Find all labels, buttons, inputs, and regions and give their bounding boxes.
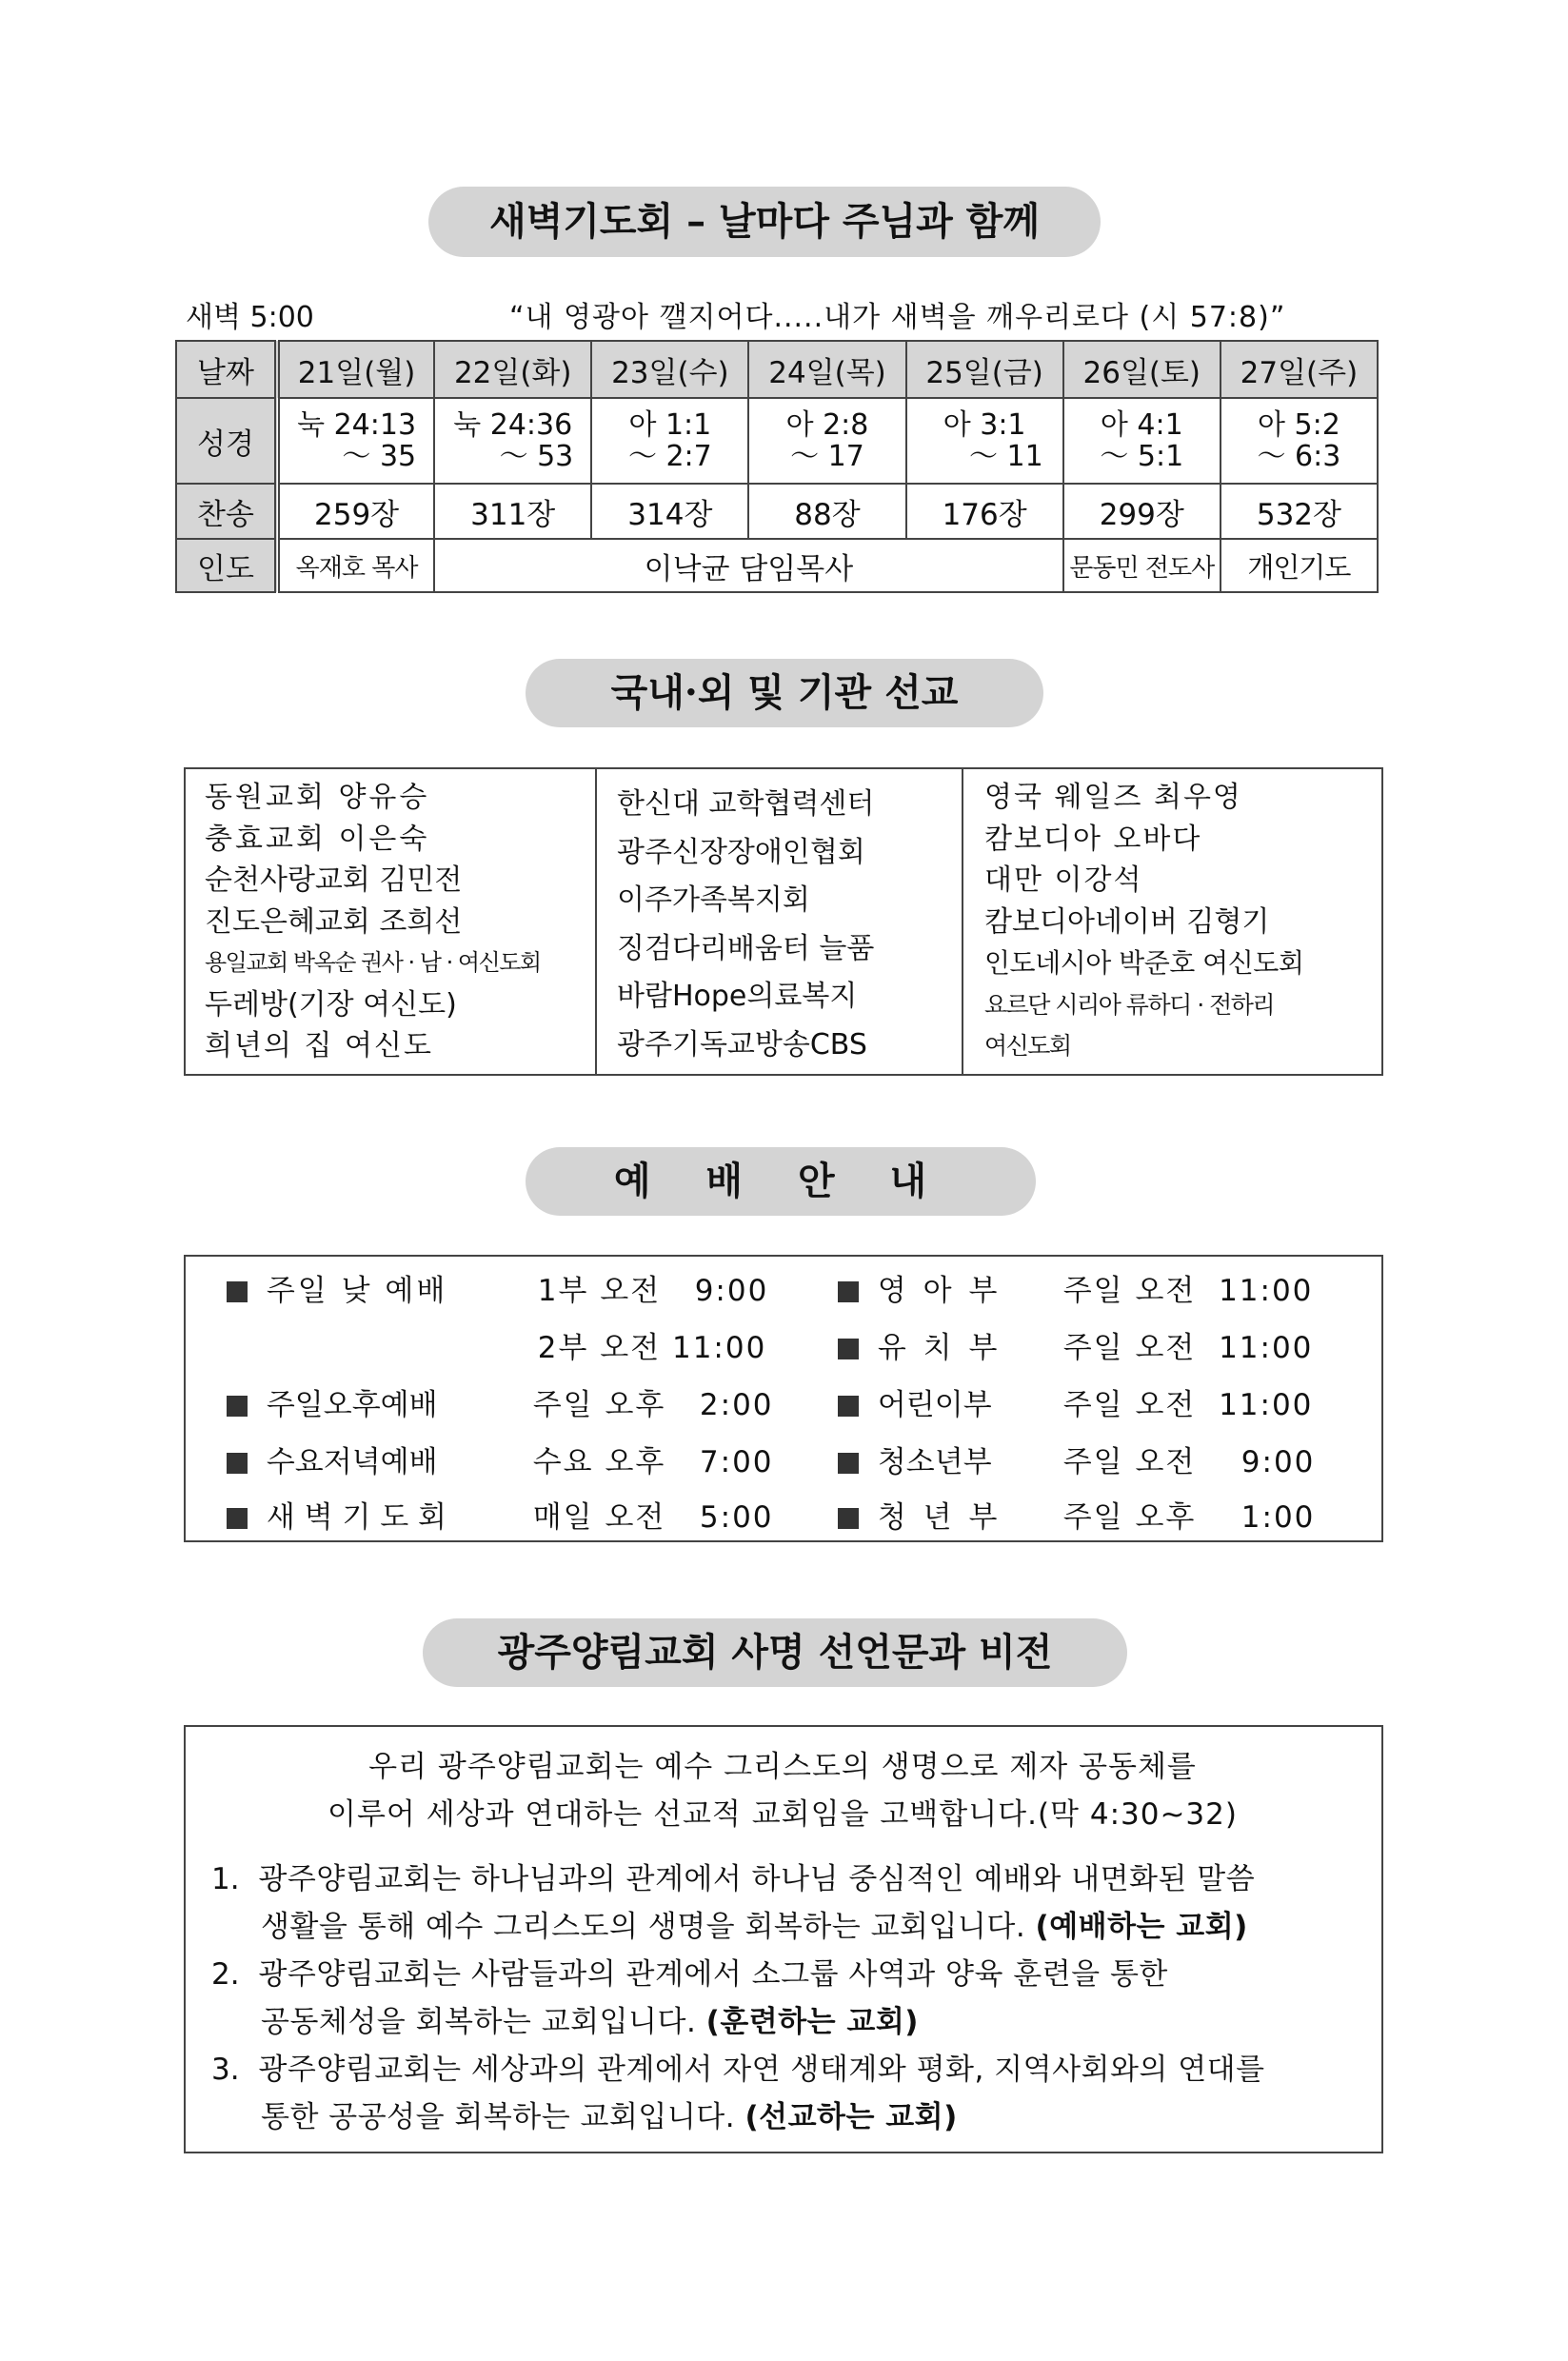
worship-time: 주일 오후 2:00 — [532, 1388, 774, 1422]
bible-ref-end: ～ 53 — [499, 440, 574, 473]
worship-time: 1부 오전 9:00 — [537, 1274, 769, 1308]
dawn-prayer-title: 새벽기도회 – 날마다 주님과 함께 — [428, 187, 1101, 257]
bullet-square-icon — [838, 1508, 859, 1529]
worship-time: 2부 오전 11:00 — [537, 1331, 767, 1365]
bible-ref-start: 아 1:1 — [628, 408, 712, 442]
worship-time: 주일 오전 11:00 — [1062, 1331, 1314, 1365]
list-item: 동원교회 양유승 — [205, 781, 430, 814]
worship-name: 청 년 부 — [877, 1500, 1002, 1535]
bible-ref-end: ～ 17 — [790, 440, 864, 473]
worship-name: 어린이부 — [877, 1388, 992, 1422]
bullet-square-icon — [838, 1453, 859, 1474]
missions-domestic-list — [205, 777, 541, 1067]
list-item: 이주가족복지회 — [617, 883, 810, 917]
item-tag: (예배하는 교회) — [1035, 1910, 1248, 1944]
item-tag: (훈련하는 교회) — [705, 2005, 919, 2039]
bullet-square-icon — [838, 1339, 859, 1359]
bible-cell — [434, 398, 591, 484]
bible-ref-start: 눅 24:36 — [453, 408, 573, 442]
dawn-prayer-schedule — [175, 340, 1379, 593]
missions-overseas-list — [984, 777, 1303, 1067]
item-number: 1. — [211, 1862, 240, 1896]
bible-ref-start: 아 4:1 — [1100, 408, 1183, 442]
bullet-square-icon — [227, 1281, 248, 1302]
bible-ref-start: 눅 24:13 — [297, 408, 417, 442]
row-label-leader: 인도 — [176, 539, 277, 592]
list-item: 징검다리배움터 늘품 — [617, 931, 875, 965]
mission-statement-title: 광주양림교회 사명 선언문과 비전 — [423, 1618, 1127, 1687]
list-item: 인도네시아 박준호 여신도회 — [984, 947, 1304, 979]
bible-ref-end: ～ 2:7 — [627, 440, 712, 473]
list-item: 희년의 집 여신도 — [205, 1029, 433, 1062]
mission-item-1 — [211, 1855, 1255, 1897]
list-item: 진도은혜교회 조희선 — [205, 904, 463, 939]
mission-item-1-cont — [261, 1902, 1248, 1945]
worship-row — [227, 1493, 774, 1536]
schedule-row-bible — [176, 398, 1378, 484]
list-item: 바람Hope의료복지 — [617, 980, 858, 1013]
worship-title: 예 배 안 내 — [526, 1147, 1036, 1216]
list-item: 한신대 교학협력센터 — [617, 787, 875, 821]
bullet-square-icon — [227, 1396, 248, 1417]
leader-cell: 문동민 전도사 — [1063, 539, 1221, 592]
list-item: 여신도회 — [984, 1032, 1071, 1060]
bible-cell — [1221, 398, 1378, 484]
hymn-cell: 176장 — [906, 484, 1063, 539]
worship-name: 유 치 부 — [877, 1331, 1002, 1365]
worship-name: 새 벽 기 도 회 — [266, 1500, 447, 1535]
bible-cell — [1063, 398, 1221, 484]
list-item: 대만 이강석 — [984, 863, 1143, 897]
worship-row — [227, 1438, 774, 1480]
mission-intro-line-1: 우리 광주양림교회는 예수 그리스도의 생명으로 제자 공동체를 — [368, 1750, 1197, 1784]
leader-cell: 이낙균 담임목사 — [434, 539, 1063, 592]
missions-divider-2 — [962, 767, 963, 1076]
worship-name: 주일오후예배 — [266, 1388, 438, 1422]
dawn-prayer-verse: “내 영광아 깰지어다.....내가 새벽을 깨우리로다 (시 57:8)” — [509, 301, 1286, 334]
item-number: 2. — [211, 1957, 240, 1992]
mission-item-3 — [211, 2045, 1265, 2088]
worship-name: 수요저녁예배 — [266, 1445, 438, 1479]
missions-divider-1 — [595, 767, 597, 1076]
bible-cell — [906, 398, 1063, 484]
date-cell: 27일(주) — [1221, 341, 1378, 398]
item-tag: (선교하는 교회) — [744, 2100, 958, 2134]
row-label-hymn: 찬송 — [176, 484, 277, 539]
hymn-cell: 299장 — [1063, 484, 1221, 539]
list-item: 광주기독교방송CBS — [617, 1027, 867, 1061]
list-item: 광주신장장애인협회 — [617, 835, 865, 869]
item-number: 3. — [211, 2053, 240, 2087]
bullet-square-icon — [838, 1281, 859, 1302]
worship-name: 주일 낮 예배 — [266, 1274, 448, 1308]
bible-ref-end: ～ 6:3 — [1257, 440, 1341, 473]
item-line-2: 공동체성을 회복하는 교회입니다. — [261, 2005, 697, 2039]
bible-ref-start: 아 3:1 — [943, 408, 1026, 442]
leader-cell: 개인기도 — [1221, 539, 1378, 592]
date-cell: 24일(목) — [748, 341, 905, 398]
worship-time: 주일 오전 11:00 — [1062, 1274, 1314, 1308]
worship-time: 주일 오전 11:00 — [1062, 1388, 1314, 1422]
mission-item-3-cont — [261, 2093, 958, 2135]
worship-time: 수요 오후 7:00 — [532, 1445, 774, 1479]
worship-row — [227, 1380, 774, 1423]
date-cell: 22일(화) — [434, 341, 591, 398]
item-line-1: 광주양림교회는 하나님과의 관계에서 하나님 중심적인 예배와 내면화된 말씀 — [258, 1862, 1256, 1896]
list-item: 요르단 시리아 류하디 · 전하리 — [984, 990, 1275, 1019]
missions-institution-list — [617, 781, 874, 1069]
bible-ref-start: 아 5:2 — [1258, 408, 1340, 442]
dawn-prayer-time: 새벽 5:00 — [186, 301, 314, 334]
worship-row — [838, 1323, 1313, 1366]
bible-cell — [748, 398, 905, 484]
list-item: 두레방(기장 여신도) — [205, 987, 457, 1022]
bible-ref-end: ～ 35 — [342, 440, 417, 473]
hymn-cell: 314장 — [591, 484, 748, 539]
row-label-bible: 성경 — [176, 398, 277, 484]
worship-time: 주일 오후 1:00 — [1062, 1500, 1316, 1535]
list-item: 영국 웨일즈 최우영 — [984, 781, 1242, 814]
list-item: 순천사랑교회 김민전 — [205, 863, 463, 897]
schedule-row-leader — [176, 539, 1378, 592]
worship-time: 매일 오전 5:00 — [532, 1500, 774, 1535]
mission-item-2-cont — [261, 1997, 919, 2040]
bible-cell — [277, 398, 434, 484]
mission-item-2 — [211, 1950, 1168, 1993]
list-item: 용일교회 박옥순 권사 · 남 · 여신도회 — [205, 949, 541, 976]
worship-name: 청소년부 — [877, 1445, 992, 1479]
row-label-date: 날짜 — [176, 341, 277, 398]
list-item: 캄보디아 오바다 — [984, 822, 1202, 856]
hymn-cell: 259장 — [277, 484, 434, 539]
worship-name: 영 아 부 — [877, 1274, 1002, 1308]
date-cell: 21일(월) — [277, 341, 434, 398]
worship-row — [838, 1493, 1315, 1536]
bible-cell — [591, 398, 748, 484]
schedule-row-hymn — [176, 484, 1378, 539]
bible-ref-end: ～ 5:1 — [1100, 440, 1184, 473]
list-item: 충효교회 이은숙 — [205, 822, 430, 856]
list-item: 캄보디아네이버 김형기 — [984, 904, 1270, 939]
worship-row — [838, 1438, 1315, 1480]
worship-row — [227, 1323, 766, 1366]
date-cell: 23일(수) — [591, 341, 748, 398]
hymn-cell: 532장 — [1221, 484, 1378, 539]
worship-time: 주일 오전 9:00 — [1062, 1445, 1316, 1479]
date-cell: 25일(금) — [906, 341, 1063, 398]
mission-intro-line-2: 이루어 세상과 연대하는 선교적 교회임을 고백합니다.(막 4:30~32) — [327, 1797, 1238, 1832]
item-line-1: 광주양림교회는 세상과의 관계에서 자연 생태계와 평화, 지역사회와의 연대를 — [258, 2053, 1265, 2087]
leader-cell: 옥재호 목사 — [277, 539, 434, 592]
hymn-cell: 88장 — [748, 484, 905, 539]
hymn-cell: 311장 — [434, 484, 591, 539]
schedule-row-date — [176, 341, 1378, 398]
bullet-square-icon — [227, 1508, 248, 1529]
bullet-square-icon — [838, 1396, 859, 1417]
date-cell: 26일(토) — [1063, 341, 1221, 398]
item-line-2: 생활을 통해 예수 그리스도의 생명을 회복하는 교회입니다. — [261, 1910, 1026, 1944]
bullet-square-icon — [227, 1453, 248, 1474]
item-line-2: 통한 공공성을 회복하는 교회입니다. — [261, 2100, 736, 2134]
item-line-1: 광주양림교회는 사람들과의 관계에서 소그룹 사역과 양육 훈련을 통한 — [258, 1957, 1168, 1992]
worship-row — [838, 1266, 1313, 1309]
missions-title: 국내·외 및 기관 선교 — [526, 659, 1043, 727]
bible-ref-start: 아 2:8 — [785, 408, 869, 442]
bible-ref-end: ～ 11 — [968, 440, 1043, 473]
worship-row — [838, 1380, 1313, 1423]
worship-row — [227, 1266, 768, 1309]
